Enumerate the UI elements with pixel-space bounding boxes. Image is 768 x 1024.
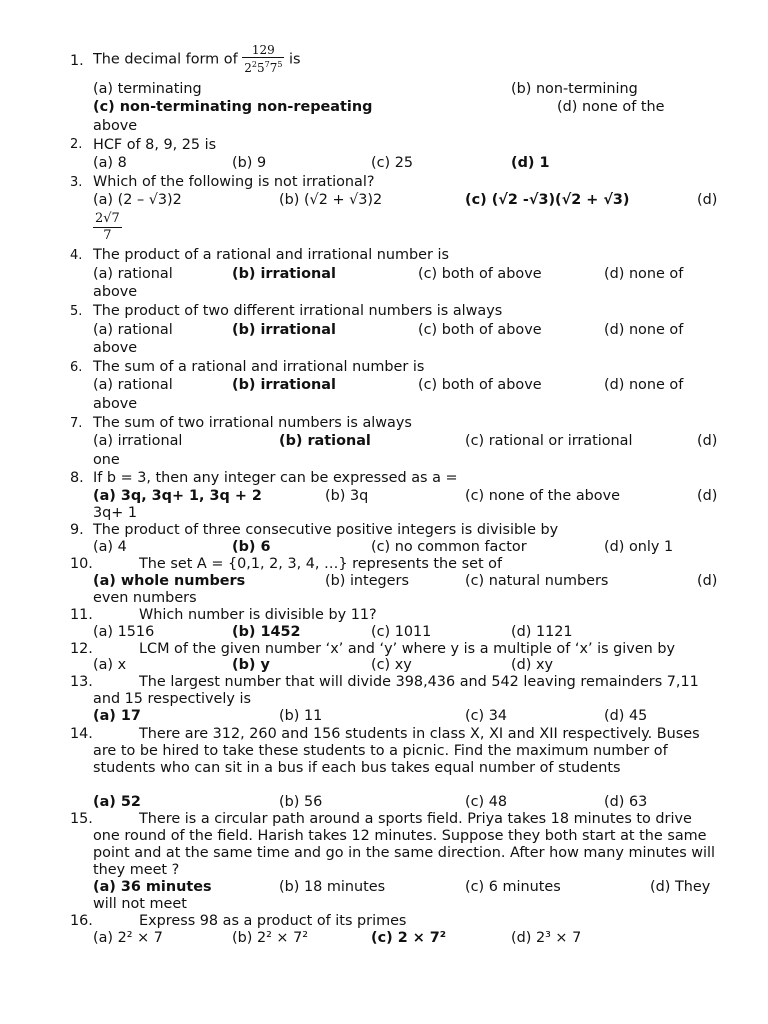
option-c: (c) both of above [418,377,542,393]
option-a-answer: (a) 3q, 3q+ 1, 3q + 2 [93,488,262,504]
option-b: (b) (√2 + √3)2 [279,192,383,208]
option-b-answer: (b) y [232,657,270,673]
option-b: (b) 2² × 7² [232,930,308,946]
fraction: $\frac{129}{2^25^77^5}$ [244,43,283,75]
question-stem: The product of two different irrational numbers is always [93,303,503,319]
option-b-answer: (b) irrational [232,322,336,338]
option-d: (d) none of [604,266,684,282]
option-a: (a) 1516 [93,624,155,640]
option-c-answer: (c) 2 × 7² [371,930,447,946]
question-stem: The sum of two irrational numbers is always [93,415,412,431]
option-c: (c) 6 minutes [465,879,561,895]
option-d-fraction: $\frac{2√7}{7}$ [95,211,120,243]
option-a-answer: (a) whole numbers [93,573,246,589]
option-c: (c) rational or irrational [465,433,633,449]
option-d: (d) [697,573,718,589]
question-stem: The largest number that will divide 398,436 and 542 leaving remainders 7,11 and 15 respectively is [93,674,699,707]
question-stem: Which number is divisible by 11? [139,607,377,623]
option-a: (a) rational [93,322,173,338]
option-c: (c) both of above [418,266,542,282]
option-a: (a) terminating [93,81,202,97]
question-number: 15. [70,811,93,827]
option-b: (b) 18 minutes [279,879,386,895]
question-number: 16. [70,913,93,929]
option-c-answer: (c) (√2 -√3)(√2 + √3) [465,192,630,208]
question-number: 9. [70,522,84,538]
option-a: (a) 8 [93,155,127,171]
question-stem: The set A = {0,1, 2, 3, 4, …} represents the set of [139,556,503,572]
option-a-answer: (a) 52 [93,794,141,810]
option-a-answer: (a) 36 minutes [93,879,212,895]
question-number: 8. [70,470,84,486]
option-d: (d) none of the [557,99,665,115]
option-b: (b) 11 [279,708,323,724]
option-d: (d) only 1 [604,539,674,555]
option-c: (c) 1011 [371,624,432,640]
option-a: (a) 4 [93,539,127,555]
option-d: (d) They [650,879,711,895]
option-c: (c) 34 [465,708,508,724]
option-b-answer: (b) rational [279,433,371,449]
question-number: 7. [70,416,83,431]
option-a: (a) rational [93,377,173,393]
option-c: (c) 25 [371,155,414,171]
option-d: (d) [697,433,718,449]
question-number: 14. [70,726,93,742]
option-d: (d) [697,192,718,208]
question-stem: There is a circular path around a sports field. Priya takes 18 minutes to drive one round of the field. Harish takes 12 minutes. Suppose they both start at the same point and at the same time and go in the same direction. After how many minutes will they meet ? [93,811,716,878]
option-d: (d) [697,488,718,504]
question-number: 12. [70,641,93,657]
question-number: 4. [70,248,83,263]
option-continuation: 3q+ 1 [93,505,138,521]
option-c: (c) natural numbers [465,573,609,589]
option-d: (d) xy [511,657,553,673]
option-d: (d) 45 [604,708,648,724]
option-d: (d) 1121 [511,624,573,640]
question-stem: There are 312, 260 and 156 students in class X, XI and XII respectively. Buses are to be hired to take these students to a picnic. Find the maximum number of students who can sit in a bus if each bus takes equal number of students [93,726,700,776]
question-stem: The sum of a rational and irrational number is [93,359,425,375]
option-continuation: above [93,118,138,134]
option-a: (a) irrational [93,433,183,449]
question-number: 13. [70,674,93,690]
option-d: (d) 63 [604,794,648,810]
option-continuation: above [93,284,138,300]
option-a: (a) x [93,657,127,673]
option-b-answer: (b) irrational [232,266,336,282]
question-number: 10. [70,556,93,572]
option-continuation: above [93,340,138,356]
option-continuation: will not meet [93,896,187,912]
option-b-answer: (b) 1452 [232,624,301,640]
question-stem: Express 98 as a product of its primes [139,913,407,929]
option-continuation: above [93,396,138,412]
option-continuation: even numbers [93,590,197,606]
question-number: 2. [70,137,83,152]
question-number: 1. [70,53,84,69]
question-stem: The product of a rational and irrational number is [93,247,450,263]
question-number: 3. [70,175,83,190]
option-a: (a) rational [93,266,173,282]
option-b: (b) non-termining [511,81,638,97]
question-stem: The product of three consecutive positive integers is divisible by [93,522,559,538]
option-d: (d) 2³ × 7 [511,930,582,946]
option-b: (b) 3q [325,488,369,504]
option-c-answer: (c) non-terminating non-repeating [93,99,373,115]
question-stem: LCM of the given number ‘x’ and ‘y’ where y is a multiple of ‘x’ is given by [139,641,676,657]
question-stem: If b = 3, then any integer can be expressed as a = [93,470,458,486]
question-number: 6. [70,360,83,375]
question-stem: Which of the following is not irrational? [93,174,375,190]
option-b-answer: (b) irrational [232,377,336,393]
option-d: (d) none of [604,322,684,338]
question-stem: HCF of 8, 9, 25 is [93,137,217,153]
option-d: (d) none of [604,377,684,393]
option-c: (c) xy [371,657,412,673]
option-d-answer: (d) 1 [511,155,550,171]
option-b: (b) 9 [232,155,267,171]
option-c: (c) 48 [465,794,508,810]
option-c: (c) none of the above [465,488,620,504]
option-b-answer: (b) 6 [232,539,271,555]
option-continuation: one [93,452,120,468]
option-c: (c) both of above [418,322,542,338]
question-number: 5. [70,304,83,319]
question-number: 11. [70,607,93,623]
option-a: (a) 2² × 7 [93,930,163,946]
option-b: (b) 56 [279,794,323,810]
option-b: (b) integers [325,573,409,589]
option-c: (c) no common factor [371,539,527,555]
question-stem: The decimal form of $\frac{129}{2^25^77^5}$ is [93,43,301,75]
option-a-answer: (a) 17 [93,708,141,724]
option-a: (a) (2 – √3)2 [93,192,182,208]
